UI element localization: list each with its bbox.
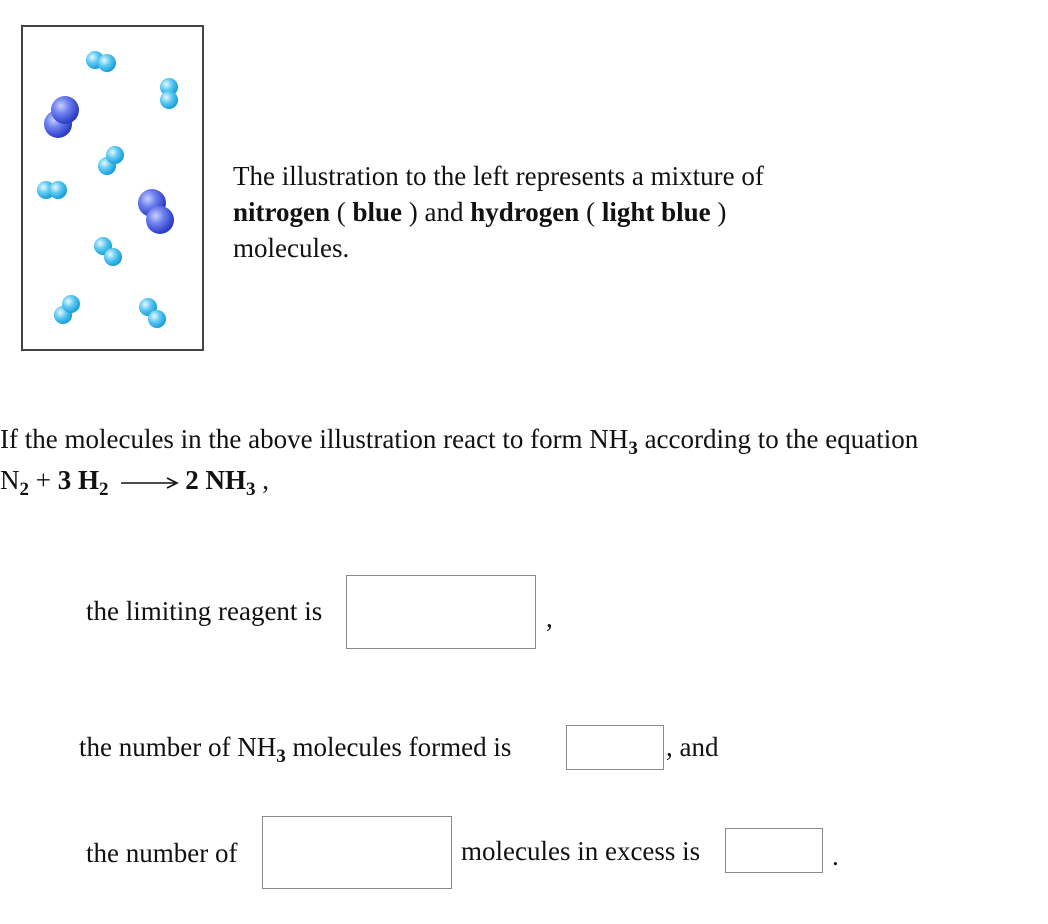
question-text: If the molecules in the above illustration react to form $NH_3$ according to the equation [0, 424, 919, 459]
excess-count-input-box[interactable] [725, 828, 823, 873]
hydrogen-color-label: light blue [601, 197, 711, 227]
excess-label-mid: molecules in excess is [461, 836, 701, 866]
nitrogen-label: nitrogen [233, 197, 331, 227]
reaction-equation: $N_2 + 3$ $H_2$ 2 $NH_3$ , [0, 465, 269, 500]
excess-count-input[interactable] [726, 829, 822, 872]
hydrogen-label: hydrogen [470, 197, 580, 227]
and-text: and [424, 197, 464, 227]
nitrogen-color-label: blue [352, 197, 403, 227]
limiting-reagent-comma: , [546, 603, 553, 633]
limiting-reagent-input[interactable] [347, 576, 535, 648]
hydrogen-molecule [160, 78, 178, 109]
nh3-formed-input[interactable] [567, 726, 663, 769]
nitrogen-molecule [44, 96, 79, 138]
excess-period: . [832, 841, 839, 871]
hydrogen-molecule [98, 146, 124, 175]
excess-label-pre: the number of [86, 838, 238, 868]
nh3-formed-suffix: , and [666, 732, 719, 762]
hydrogen-molecule [139, 298, 166, 328]
molecules-text: molecules. [233, 233, 350, 263]
molecule-diagram [23, 27, 202, 349]
molecule-illustration [21, 25, 204, 351]
hydrogen-molecule [94, 237, 122, 266]
nh3-formed-input-box[interactable] [566, 725, 664, 770]
limiting-reagent-input-box[interactable] [346, 575, 536, 649]
limiting-reagent-label: the limiting reagent is [86, 596, 323, 626]
nitrogen-molecule [138, 189, 174, 234]
hydrogen-molecule [37, 181, 67, 199]
hydrogen-molecule [54, 295, 80, 324]
reaction-arrow-icon [119, 473, 181, 493]
nh3-formed-label: the number of $NH_3$ molecules formed is [79, 732, 512, 767]
excess-species-input-box[interactable] [262, 816, 452, 889]
excess-species-input[interactable] [263, 817, 451, 888]
illustration-description: The illustration to the left represents a mixture of nitrogen ( blue ) and hydrogen ( light blue ) molecules. [233, 161, 764, 263]
hydrogen-molecule [86, 51, 116, 72]
description-text: The illustration to the left represents a mixture of [233, 161, 764, 191]
